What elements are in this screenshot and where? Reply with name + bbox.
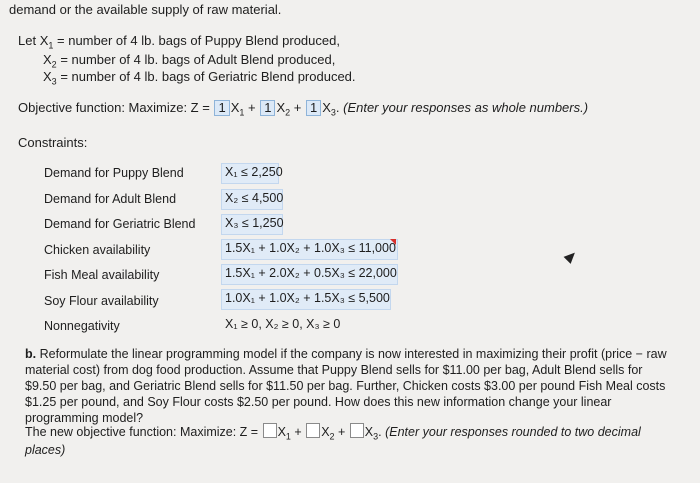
variable-x1-text: = number of 4 lb. bags of Puppy Blend produced, — [57, 33, 340, 48]
new-objective-c2-input[interactable] — [306, 423, 320, 438]
variable-x1: Let $X_1$ = number of 4 lb. bags of Puppy Blend produced, — [18, 33, 340, 51]
constraint-label: Chicken availability — [44, 243, 151, 257]
variable-x3: $X_3$ = number of 4 lb. bags of Geriatric Blend produced. — [43, 69, 356, 87]
part-b-paragraph — [25, 346, 675, 426]
constraint-label: Demand for Geriatric Blend — [44, 217, 196, 231]
part-b-text: Reformulate the linear programming model if the company is now interested in maximizing their profit (price − raw material cost) from dog food production. Assume that Puppy Blend sells for $11.00 per bag, Adult Blend sells for $9.50 per bag, and Geriatric Blend sells for $11.50 per bag. Further, Chicken costs $3.00 per pound Fish Meal costs $1.25 per pound, and Soy Flour costs $2.50 per pound. How does this new information change your linear programming model? — [25, 347, 667, 425]
constraint-label: Soy Flour availability — [44, 294, 159, 308]
constraint-expr: 1.0X₁ + 1.0X₂ + 1.5X₃ ≤ 5,500 — [225, 291, 390, 305]
objective-c3-input[interactable]: 1 — [306, 100, 321, 116]
objective-function: Objective function: Maximize: Z = 1 $X_1 + 1$ $X_2 + 1$ $X_3$. (Enter your responses as whole numbers.) — [18, 100, 589, 118]
constraints-title: Constraints: — [18, 135, 88, 150]
mouse-cursor-icon — [564, 249, 579, 264]
new-objective-c1-input[interactable] — [263, 423, 277, 438]
constraint-label: Nonnegativity — [44, 319, 120, 333]
new-objective-note: (Enter your responses rounded to two decimal places) — [25, 425, 641, 457]
constraint-label: Demand for Adult Blend — [44, 192, 177, 206]
variable-x3-text: = number of 4 lb. bags of Geriatric Blend produced. — [60, 69, 356, 84]
part-b-tag: b. — [25, 347, 37, 361]
constraint-expr: X₁ ≥ 0, X₂ ≥ 0, X₃ ≥ 0 — [225, 317, 341, 331]
objective-c1-input[interactable]: 1 — [214, 100, 229, 116]
objective-note: (Enter your responses as whole numbers.) — [343, 100, 589, 115]
new-objective-function: The new objective function: Maximize: $Z = X_1 + X_2 + X_3$. (Enter your responses rounded to two decimal places) — [25, 425, 641, 457]
let-label: Let — [18, 33, 37, 48]
objective-c2-input[interactable]: 1 — [260, 100, 275, 116]
constraint-expr: X₃ ≤ 1,250 — [225, 216, 284, 230]
intro-line: demand or the available supply of raw material. — [9, 2, 282, 17]
constraint-expr: 1.5X₁ + 1.0X₂ + 1.0X₃ ≤ 11,000 — [225, 241, 396, 255]
constraint-expr: X₁ ≤ 2,250 — [225, 165, 283, 179]
new-objective-prefix: The new objective function: Maximize: Z = — [25, 425, 259, 439]
constraint-label: Fish Meal availability — [44, 268, 160, 282]
new-objective-c3-input[interactable] — [350, 423, 364, 438]
objective-prefix: Objective function: Maximize: Z = — [18, 100, 210, 115]
constraint-label: Demand for Puppy Blend — [44, 166, 184, 180]
variable-x2: $X_2$ = number of 4 lb. bags of Adult Blend produced, — [43, 52, 336, 70]
variable-x2-text: = number of 4 lb. bags of Adult Blend produced, — [60, 52, 336, 67]
constraint-expr: 1.5X₁ + 2.0X₂ + 0.5X₃ ≤ 22,000 — [225, 266, 397, 280]
constraint-expr: X₂ ≤ 4,500 — [225, 191, 284, 205]
